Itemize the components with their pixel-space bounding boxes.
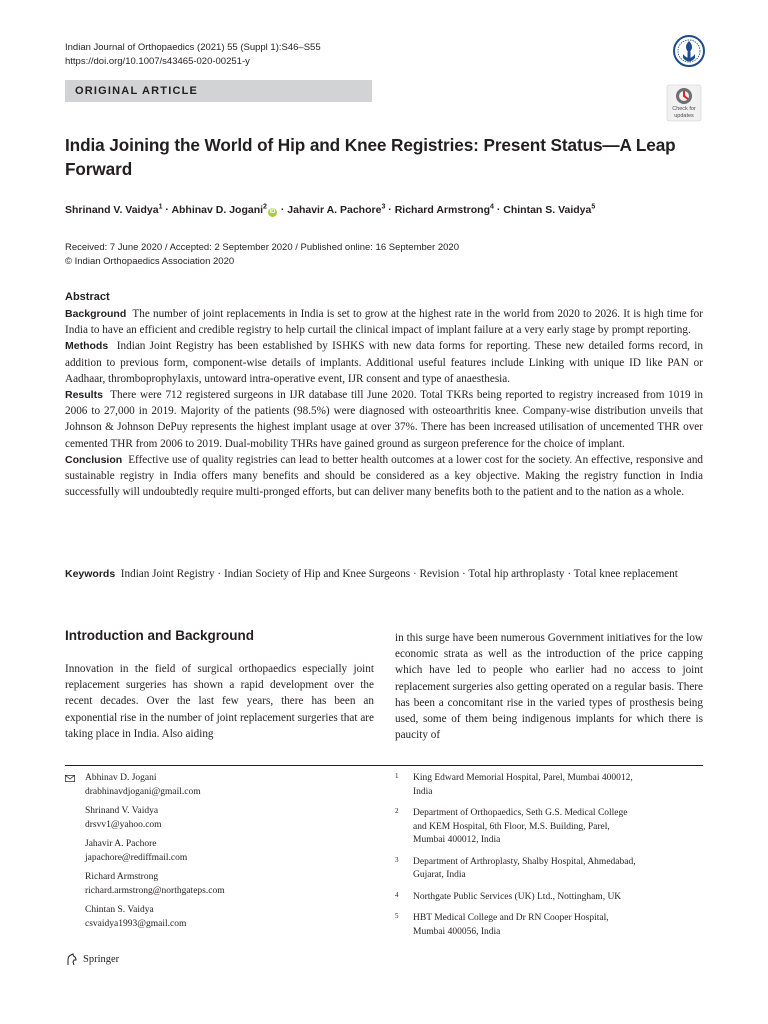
affiliations xyxy=(395,772,705,947)
date-history: Received: 7 June 2020 / Accepted: 2 September 2020 / Published online: 16 September 2020 xyxy=(65,242,459,253)
author-contacts xyxy=(65,772,375,937)
doi-link[interactable]: https://doi.org/10.1007/s43465-020-00251-y xyxy=(65,56,250,67)
contact-name: Richard Armstrong xyxy=(85,872,159,882)
contact-entry xyxy=(65,838,375,865)
author-name[interactable]: Chintan S. Vaidya$^5$ xyxy=(503,203,596,216)
footnote-divider xyxy=(65,765,703,766)
abstract-conclusion: Conclusion Effective use of quality registries can lead to better health outcomes at a lower cost for the society. An effective, responsive and sustainable registry in India offers many benefits and should be considered as a key objective. Making the registry function in India successfully will undoubtedly require multi-pronged efforts, but can deliver many benefits both to the patient and to the nation as a whole. xyxy=(65,453,704,499)
section-heading: Introduction and Background xyxy=(65,628,254,643)
affiliation-entry: 4 Northgate Public Services (UK) Ltd., Nottingham, UK xyxy=(395,890,622,902)
check-for-updates-label: Check for updates xyxy=(672,106,696,119)
contact-email[interactable]: drsvv1@yahoo.com xyxy=(85,819,162,830)
article-title: India Joining the World of Hip and Knee Registries: Present Status—A Leap Forward xyxy=(65,135,676,179)
author-list: Shrinand V. Vaidya$^1$ · Abhinav D. Jogani$^2$iD · Jahavir A. Pachore$^3$ · Richard Armstrong$^4$ · Chintan S. Vaidya$^5$ xyxy=(65,203,596,216)
body-text-right: in this surge have been numerous Government initiatives for the low economic strata as well as the introduction of the price capping which have led to people who earlier had no access to joint replacement surgeries also getting operated on a regular basis. There has been a concomitant rise in the varied types of prosthesis being used, some of them being indigenous implants for which there is paucity of xyxy=(395,632,703,742)
envelope-icon xyxy=(65,775,75,782)
contact-entry xyxy=(65,805,375,832)
affiliation-number: 1 xyxy=(395,772,399,780)
contact-name: Shrinand V. Vaidya xyxy=(85,806,159,816)
author-name[interactable]: Richard Armstrong$^4$ xyxy=(394,203,494,216)
contact-name: Abhinav D. Jogani xyxy=(85,773,157,783)
affiliation-entry: 1 King Edward Memorial Hospital, Parel, Mumbai 400012, India xyxy=(395,772,633,797)
affiliation-number: 4 xyxy=(395,890,399,899)
article-type-banner: ORIGINAL ARTICLE xyxy=(65,80,372,102)
body-text-left: Innovation in the field of surgical orthopaedics especially joint replacement surgeries has shown a rapid development over the recent decades. Over the last few years, there has been an exponential rise in the number of joint replacement surgeries that are taking place in India. Also aiding xyxy=(65,663,374,740)
contact-name: Jahavir A. Pachore xyxy=(85,839,157,849)
springer-horse-icon xyxy=(65,953,78,966)
affiliation-entry: 2 Department of Orthopaedics, Seth G.S. Medical College and KEM Hospital, 6th Floor, M.S. Building, Parel, Mumbai 400012, India xyxy=(395,807,628,845)
publisher-name: Springer xyxy=(83,954,120,965)
affiliation-entry: 5 HBT Medical College and Dr RN Cooper Hospital, Mumbai 400056, India xyxy=(395,912,609,937)
affiliation-number: 3 xyxy=(395,855,399,864)
abstract-background: Background The number of joint replacements in India is set to grow at the highest rate in the world from 2020 to 2026. It is high time for India to have an efficient and credible registry to help curtail the clinical impact of implant failure at a very early stage by prompt reporting. xyxy=(65,308,703,337)
contact-entry xyxy=(65,871,375,898)
contact-email[interactable]: japachore@rediffmail.com xyxy=(85,852,188,863)
contact-entry xyxy=(65,772,375,799)
publication-dates xyxy=(65,241,459,269)
author-name[interactable]: Abhinav D. Jogani$^2$ xyxy=(171,203,267,216)
abstract-body xyxy=(65,306,703,500)
affiliation-number: 5 xyxy=(395,912,399,920)
journal-citation: Indian Journal of Orthopaedics (2021) 55 (Suppl 1):S46–S55 xyxy=(65,42,321,53)
copyright: © Indian Orthopaedics Association 2020 xyxy=(65,256,235,267)
affiliation-entry: 3 Department of Arthroplasty, Shalby Hospital, Ahmedabad, Gujarat, India xyxy=(395,855,636,880)
keywords: Keywords Indian Joint Registry · Indian Society of Hip and Knee Surgeons · Revision · Total hip arthroplasty · Total knee replacement xyxy=(65,568,678,580)
abstract-results: Results There were 712 registered surgeons in IJR database till June 2020. Total TKRs being reported to registry increased from 1019 in 2006 to 27,000 in 2019. Majority of the patients (98.5%) were diagnosed with osteoarthritis knee. Company-wise distribution unveils that Johnson & Johnson DePuy represents the highest implant usage at over 37%. There has been increased utilisation of uncemented THR over cemented THR from 2006 to 2019. Dual-mobility THRs have gained ground as surgeon preference for the choice of implant. xyxy=(65,389,703,450)
orcid-icon[interactable]: iD xyxy=(269,208,276,215)
contact-entry xyxy=(65,904,375,931)
journal-header xyxy=(65,41,321,69)
author-name[interactable]: Shrinand V. Vaidya$^1$ xyxy=(65,203,163,216)
abstract-methods: Methods Indian Joint Registry has been established by ISHKS with new data forms for reporting. These new detailed forms record, in addition to previous form, component-wise details of implants. Additional useful features include Linking with unique ID like PAN or Aadhaar, thromboprophylaxis, untoward intra-operative event, IJR consent and type of anaesthesia. xyxy=(65,340,703,385)
journal-emblem-icon xyxy=(671,32,707,72)
contact-name: Chintan S. Vaidya xyxy=(85,905,154,915)
contact-email[interactable]: csvaidya1993@gmail.com xyxy=(85,918,187,929)
publisher-mark xyxy=(65,953,119,966)
abstract-heading: Abstract xyxy=(65,291,110,303)
affiliation-number: 2 xyxy=(395,807,399,815)
author-name[interactable]: Jahavir A. Pachore$^3$ xyxy=(287,203,386,216)
contact-email[interactable]: richard.armstrong@northgateps.com xyxy=(85,885,225,896)
contact-email[interactable]: drabhinavdjogani@gmail.com xyxy=(85,786,201,797)
